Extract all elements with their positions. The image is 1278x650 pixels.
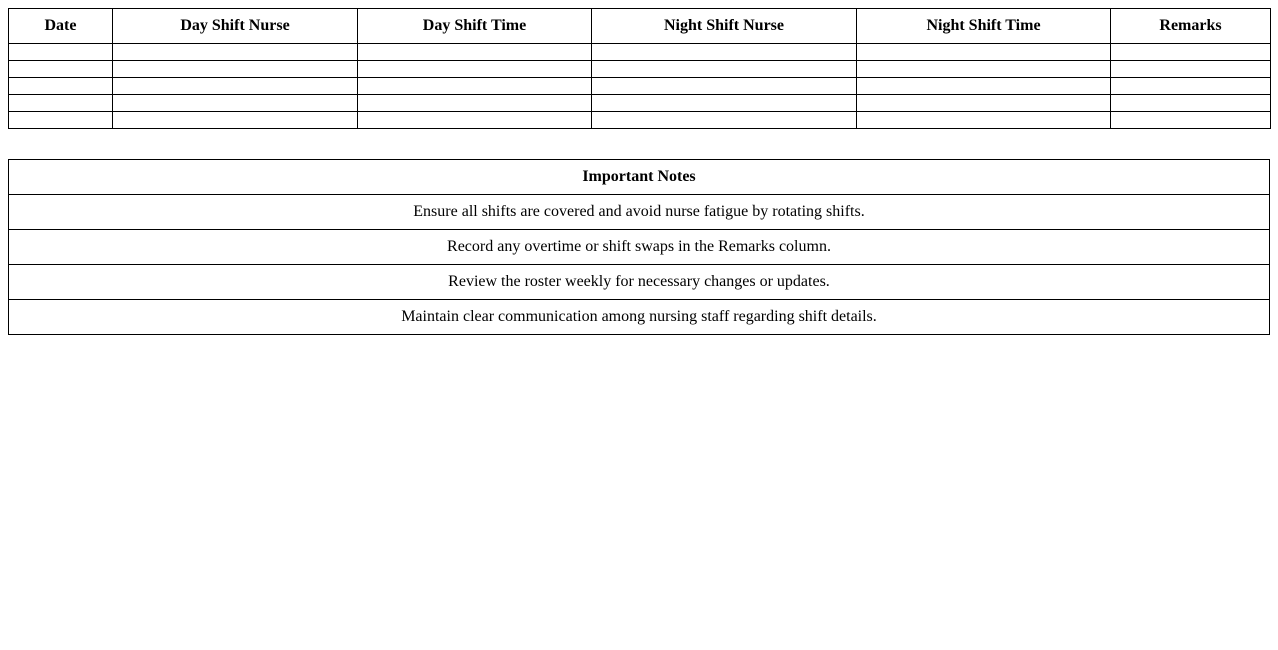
cell-day-shift-time	[358, 44, 592, 61]
note-item: Ensure all shifts are covered and avoid nurse fatigue by rotating shifts.	[9, 195, 1270, 230]
cell-day-shift-time	[358, 95, 592, 112]
cell-night-shift-time	[857, 78, 1111, 95]
note-item: Maintain clear communication among nursing staff regarding shift details.	[9, 300, 1270, 335]
cell-night-shift-nurse	[592, 78, 857, 95]
cell-date	[9, 78, 113, 95]
cell-day-shift-nurse	[113, 44, 358, 61]
cell-remarks	[1111, 78, 1271, 95]
roster-header-row	[9, 9, 1271, 44]
notes-row	[9, 300, 1270, 335]
notes-row	[9, 265, 1270, 300]
note-item: Review the roster weekly for necessary changes or updates.	[9, 265, 1270, 300]
cell-night-shift-nurse	[592, 95, 857, 112]
table-row	[9, 112, 1271, 129]
cell-date	[9, 44, 113, 61]
cell-day-shift-time	[358, 112, 592, 129]
cell-day-shift-nurse	[113, 78, 358, 95]
cell-remarks	[1111, 95, 1271, 112]
notes-row	[9, 195, 1270, 230]
cell-day-shift-time	[358, 61, 592, 78]
table-row	[9, 44, 1271, 61]
table-row	[9, 78, 1271, 95]
header-day-shift-time: Day Shift Time	[358, 9, 592, 44]
header-night-shift-nurse: Night Shift Nurse	[592, 9, 857, 44]
cell-night-shift-nurse	[592, 44, 857, 61]
cell-night-shift-nurse	[592, 61, 857, 78]
roster-table	[8, 8, 1271, 129]
notes-table	[8, 159, 1270, 335]
notes-header-row	[9, 160, 1270, 195]
cell-date	[9, 95, 113, 112]
cell-date	[9, 61, 113, 78]
cell-day-shift-nurse	[113, 95, 358, 112]
cell-night-shift-time	[857, 61, 1111, 78]
table-row	[9, 61, 1271, 78]
cell-night-shift-time	[857, 95, 1111, 112]
cell-night-shift-time	[857, 44, 1111, 61]
cell-remarks	[1111, 44, 1271, 61]
cell-day-shift-nurse	[113, 112, 358, 129]
header-date: Date	[9, 9, 113, 44]
cell-remarks	[1111, 61, 1271, 78]
cell-date	[9, 112, 113, 129]
note-item: Record any overtime or shift swaps in the Remarks column.	[9, 230, 1270, 265]
table-row	[9, 95, 1271, 112]
header-day-shift-nurse: Day Shift Nurse	[113, 9, 358, 44]
notes-title: Important Notes	[9, 160, 1270, 195]
document	[8, 8, 1270, 335]
cell-night-shift-time	[857, 112, 1111, 129]
header-remarks: Remarks	[1111, 9, 1271, 44]
cell-night-shift-nurse	[592, 112, 857, 129]
cell-day-shift-time	[358, 78, 592, 95]
cell-day-shift-nurse	[113, 61, 358, 78]
cell-remarks	[1111, 112, 1271, 129]
notes-row	[9, 230, 1270, 265]
header-night-shift-time: Night Shift Time	[857, 9, 1111, 44]
